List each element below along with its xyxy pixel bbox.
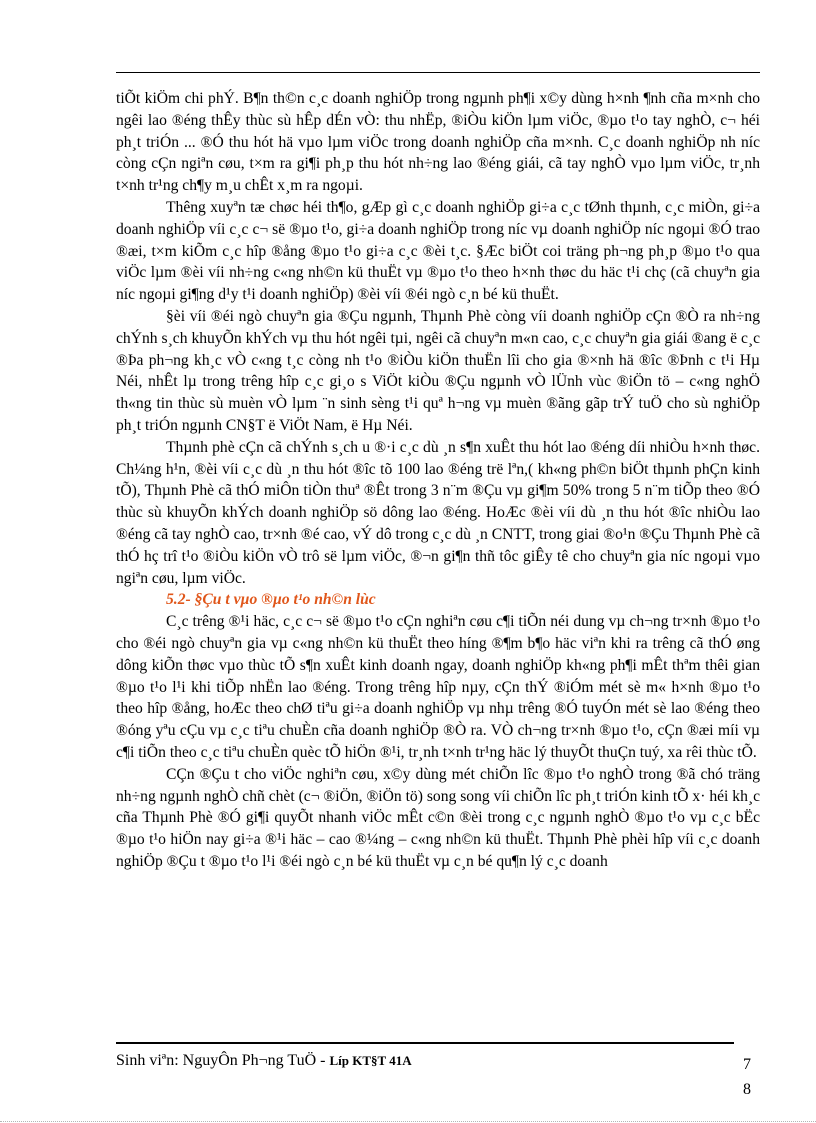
paragraph: Thêng xuyªn tæ chøc héi th¶o, gÆp gì c¸c doanh nghiÖp gi÷a c¸c tØnh thµnh, c¸c miÒn, gi÷a doanh nghiÖp víi c¸c c¬ së ®µo t¹o, gi÷a doanh nghiÖp trong níc vµ doanh nghiÖp níc ngoµi ®Ó trao ®æi, t×m kiÕm c¸c hîp ®ång ®µo t¹o gi÷a c¸c ®èi t¸c. §Æc biÖt coi träng ph¬ng ph¸p ®µo t¹o qua viÖc lµm ®èi víi nh÷ng c«ng nh©n kü thuËt vµ ®µo t¹o theo h×nh thøc du häc t¹i chç (cã chuyªn gia níc ngoµi gi¶ng d¹y t¹i doanh nghiÖp) ®èi víi ®éi ngò c¸n bé kü thuËt. [116, 198, 760, 304]
paragraph: Thµnh phè cÇn cã chÝnh s¸ch u ®·i c¸c dù ¸n s¶n xuÊt thu hót lao ®éng díi nhiÒu h×nh thøc. Ch¼ng h¹n, ®èi víi c¸c dù ¸n thu hót ®îc tõ 100 lao ®éng trë lªn,( kh«ng ph©n biÖt thµnh phÇn kinh tÕ), Thµnh Phè cã thÓ miÔn tiÒn thuª ®Êt trong 3 n¨m ®Çu vµ gi¶m 50% trong 5 n¨m tiÕp theo ®Ó thùc sù khuyÕn khÝch doanh nghiÖp sö dông lao ®éng. HoÆc ®èi víi dù ¸n thu hót ®îc nhiÒu lao ®éng cã tay nghÒ cao, tr×nh ®é cao, vÝ dô trong c¸c dù ¸n CNTT, trong giai ®o¹n ®Çu Thµnh Phè cã thÓ hç trî t¹o ®iÒu kiÖn vÒ trô së lµm viÖc, ®¬n gi¶n thñ tôc giÊy tê cho chuyªn gia níc ngoµi vµo ngiªn cøu, lµm viÖc. [116, 438, 760, 587]
paragraph: §èi víi ®éi ngò chuyªn gia ®Çu ngµnh, Thµnh Phè còng víi doanh nghiÖp cÇn ®Ò ra nh÷ng chÝnh s¸ch khuyÕn khÝch vµ thu hót ngêi tµi, ngêi cã chuyªn m«n cao, c¸c chuyªn gia giái ®ang ë c¸c ®Þa ph¬ng kh¸c vÒ c«ng t¸c còng nh t¹o ®iÒu kiÖn thuËn lîi cho gia ®×nh hä ®îc ®Þnh c t¹i Hµ Néi, nhÊt lµ trong trêng hîp c¸c gi¸o s ViÖt kiÒu ®Çu ngµnh vÒ lÜnh vùc ®iÖn tö – c«ng nghÖ th«ng tin thùc sù muèn vÒ lµm ¨n sinh sèng t¹i quª h¬ng vµ muèn ®ãng gãp trÝ tuÖ cho sù nghiÖp ph¸t triÓn ngµnh CN§T ë ViÖt Nam, ë Hµ Néi. [116, 307, 760, 434]
section-heading: 5.2- §Çu t vµo ®µo t¹o nh©n lùc [166, 591, 376, 609]
paragraph: CÇn ®Çu t cho viÖc nghiªn cøu, x©y dùng mét chiÕn lîc ®µo t¹o nghÒ trong ®ã chó träng nh÷ng ngµnh nghÒ chñ chèt (c¬ ®iÖn, ®iÖn tö) song song víi chiÕn lîc ph¸t triÓn kinh tÕ x· héi kh¸c cña Thµnh Phè ®Ó gi¶i quyÕt nhanh viÖc mÊt c©n ®èi trong c¸c ngµnh nghÒ ®µo t¹o vµ c¸c bËc ®µo t¹o hiÖn nay gi÷a ®¹i häc – cao ®¼ng – c«ng nh©n kü thuËt. Thµnh Phè phèi hîp víi c¸c doanh nghiÖp ®Çu t ®µo t¹o l¹i ®éi ngò c¸n bé kü thuËt vµ c¸n bé qu¶n lý c¸c doanh [116, 765, 760, 870]
page-number-digit: 8 [743, 1081, 751, 1098]
header-rule [116, 72, 760, 73]
footer-class: Líp KT§T 41A [329, 1053, 412, 1068]
paragraph: tiÕt kiÖm chi phÝ. B¶n th©n c¸c doanh nghiÖp trong ngµnh ph¶i x©y dùng h×nh ¶nh cña m×nh cho ngêi lao ®éng thÊy thùc sù hÊp dÉn vÒ: thu nhËp, ®iÒu kiÖn lµm viÖc, ®µo t¹o tay nghÒ, c¬ héi ph¸t triÓn ... ®Ó thu hót hä vµo lµm viÖc trong doanh nghiÖp cña m×nh. C¸c doanh nghiÖp nh níc còng cÇn ngiªn cøu, t×m ra gi¶i ph¸p thu hót nh÷ng lao ®éng giái, cã tay nghÒ vµo lµm viÖc, tr¸nh t×nh tr¹ng ch¶y m¸u chÊt x¸m ra ngoµi. [116, 90, 760, 195]
footer [116, 1052, 412, 1070]
document-body [116, 88, 760, 873]
footer-rule [116, 1042, 734, 1044]
page-number-digit: 7 [743, 1056, 751, 1073]
footer-student: Sinh viªn: NguyÔn Ph¬ng TuÖ - [116, 1052, 330, 1069]
page-edge-dotted-rule [0, 1121, 816, 1122]
paragraph: C¸c trêng ®¹i häc, c¸c c¬ së ®µo t¹o cÇn nghiªn cøu c¶i tiÕn néi dung vµ ch¬ng tr×nh ®µo t¹o cho ®éi ngò chuyªn gia vµ c«ng nh©n kü thuËt theo híng ®¶m b¶o häc viªn khi ra trêng cã thÓ øng dông kiÕn thøc vµo thùc tÕ s¶n xuÊt kinh doanh ngay, doanh nghiÖp kh«ng ph¶i mÊt thªm thêi gian ®µo t¹o l¹i khi tiÕp nhËn lao ®éng. Trong trêng hîp nµy, cÇn thÝ ®iÓm mét sè m« h×nh ®µo t¹o theo hîp ®ång, hoÆc theo chØ tiªu gi÷a doanh nghiÖp vµ nhµ trêng ®Ó tuyÓn mét sè lao ®éng theo ®óng yªu cÇu vµ c¸c tiªu chuÈn cña doanh nghiÖp ®Ò ra. VÒ ch¬ng tr×nh ®µo t¹o, cÇn ®æi míi vµ c¶i tiÕn theo c¸c tiªu chuÈn quèc tÕ hiÖn ®¹i, tr¸nh t×nh tr¹ng häc lý thuyÕt thuÇn tuý, xa rêi thùc tÕ. [116, 613, 760, 761]
